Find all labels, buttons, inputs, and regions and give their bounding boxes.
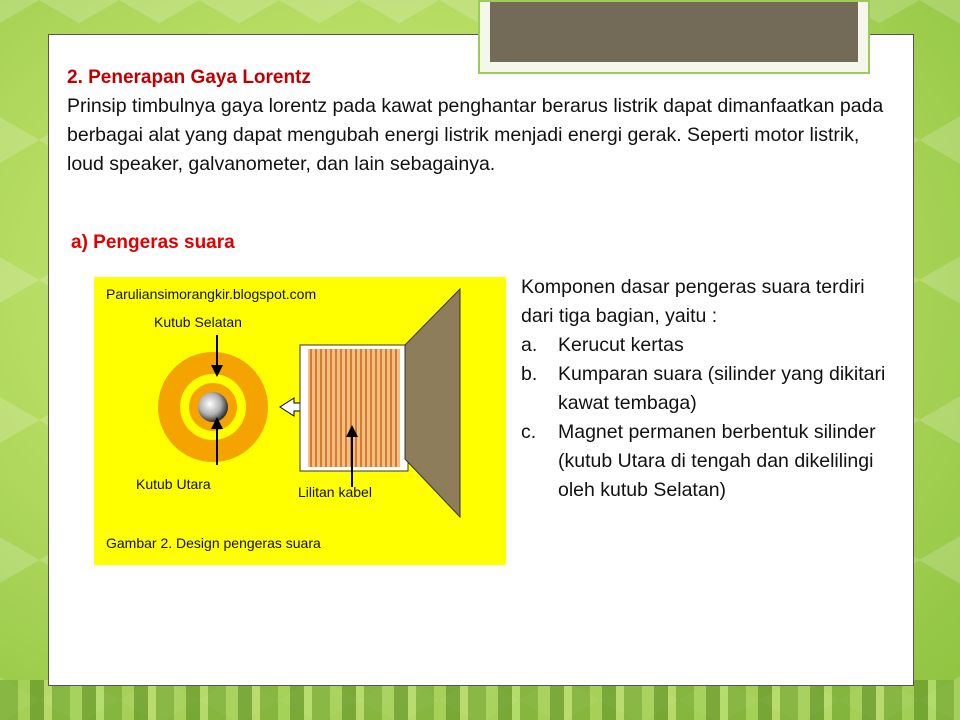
- figure-source-text: Paruliansimorangkir.blogspot.com: [106, 286, 317, 302]
- list-item: [521, 331, 901, 360]
- list-marker: a.: [521, 334, 538, 356]
- magnet-core: [198, 392, 228, 422]
- label-north-pole: Kutub Utara: [136, 476, 211, 492]
- label-coil: Lilitan kabel: [298, 484, 372, 500]
- list-item-text: Kumparan suara (silinder yang dikitari kawat tembaga): [558, 363, 886, 414]
- slide-content-box: [48, 34, 914, 686]
- speaker-diagram: [94, 277, 506, 565]
- list-marker: c.: [521, 421, 537, 443]
- list-item: [521, 418, 901, 505]
- title-placeholder-fill: [490, 2, 858, 62]
- background-bottom-band: [0, 680, 960, 720]
- figure-caption: Gambar 2. Design pengeras suara: [106, 535, 321, 551]
- list-item-text: Magnet permanen berbentuk silinder (kutub Utara di tengah dan dikelilingi oleh kutub Selatan): [558, 421, 876, 501]
- section-heading: 2. Penerapan Gaya Lorentz: [67, 67, 311, 88]
- components-intro: Komponen dasar pengeras suara terdiri dari tiga bagian, yaitu :: [521, 276, 865, 327]
- list-marker: b.: [521, 363, 538, 385]
- coil-windings: [308, 349, 400, 467]
- label-south-pole: Kutub Selatan: [154, 314, 242, 330]
- section-paragraph: Prinsip timbulnya gaya lorentz pada kawat penghantar berarus listrik dapat dimanfaatkan pada berbagai alat yang dapat mengubah energi listrik menjadi energi gerak. Seperti motor listrik, loud speaker, galvanometer, dan lain sebagainya.: [67, 95, 884, 175]
- subsection-heading: a) Pengeras suara: [71, 232, 235, 253]
- speaker-cone: [405, 289, 460, 517]
- list-item: [521, 360, 901, 418]
- components-description: [521, 273, 901, 505]
- title-placeholder: [478, 0, 870, 74]
- components-list: [521, 331, 901, 505]
- list-item-text: Kerucut kertas: [558, 334, 684, 356]
